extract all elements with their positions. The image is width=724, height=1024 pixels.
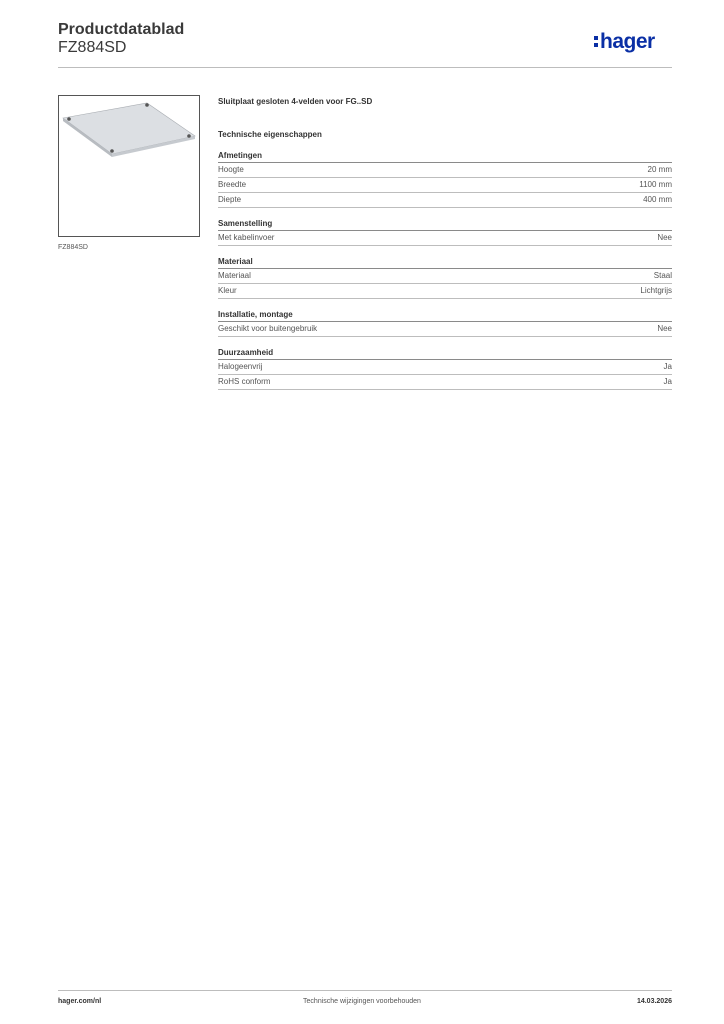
property-row bbox=[218, 284, 672, 299]
property-label: RoHS conform bbox=[218, 377, 271, 386]
property-row bbox=[218, 163, 672, 178]
header-divider bbox=[58, 67, 672, 68]
property-label: Halogeenvrij bbox=[218, 362, 263, 371]
product-image bbox=[58, 95, 200, 237]
group-title: Duurzaamheid bbox=[218, 348, 672, 360]
image-caption: FZ884SD bbox=[58, 244, 88, 251]
group-title: Samenstelling bbox=[218, 219, 672, 231]
footer-website[interactable]: hager.com/nl bbox=[58, 998, 102, 1005]
hager-logo bbox=[592, 28, 672, 54]
property-value: 1100 mm bbox=[639, 180, 672, 189]
footer-divider bbox=[58, 990, 672, 991]
technical-data bbox=[218, 97, 672, 401]
property-label: Materiaal bbox=[218, 271, 251, 280]
property-value: Ja bbox=[663, 377, 672, 386]
property-row bbox=[218, 322, 672, 337]
property-label: Breedte bbox=[218, 180, 247, 189]
group-title: Installatie, montage bbox=[218, 310, 672, 322]
group-title: Afmetingen bbox=[218, 151, 672, 163]
property-row bbox=[218, 375, 672, 390]
property-label: Hoogte bbox=[218, 165, 244, 174]
property-group bbox=[218, 348, 672, 390]
section-heading: Technische eigenschappen bbox=[218, 130, 322, 139]
property-label: Geschikt voor buitengebruik bbox=[218, 324, 318, 333]
property-label: Kleur bbox=[218, 286, 237, 295]
property-value: Staal bbox=[653, 271, 672, 280]
closing-plate-illustration bbox=[59, 96, 199, 236]
property-value: 20 mm bbox=[647, 165, 672, 174]
property-value: Nee bbox=[657, 324, 672, 333]
property-label: Met kabelinvoer bbox=[218, 233, 275, 242]
property-label: Diepte bbox=[218, 195, 242, 204]
property-row bbox=[218, 360, 672, 375]
footer-disclaimer: Technische wijzigingen voorbehouden bbox=[303, 998, 421, 1005]
property-group bbox=[218, 151, 672, 208]
product-description: Sluitplaat gesloten 4-velden voor FG..SD bbox=[218, 97, 373, 106]
property-row bbox=[218, 231, 672, 246]
property-value: Lichtgrijs bbox=[640, 286, 672, 295]
logo-text: hager bbox=[600, 30, 655, 53]
property-value: Ja bbox=[663, 362, 672, 371]
property-value: Nee bbox=[657, 233, 672, 242]
property-row bbox=[218, 178, 672, 193]
property-row bbox=[218, 193, 672, 208]
property-row bbox=[218, 269, 672, 284]
property-group bbox=[218, 257, 672, 299]
property-groups bbox=[218, 151, 672, 390]
page-title: Productdatablad bbox=[58, 21, 185, 38]
group-title: Materiaal bbox=[218, 257, 672, 269]
property-value: 400 mm bbox=[643, 195, 672, 204]
footer-date: 14.03.2026 bbox=[636, 998, 672, 1005]
property-group bbox=[218, 310, 672, 337]
product-code: FZ884SD bbox=[58, 39, 127, 56]
property-group bbox=[218, 219, 672, 246]
